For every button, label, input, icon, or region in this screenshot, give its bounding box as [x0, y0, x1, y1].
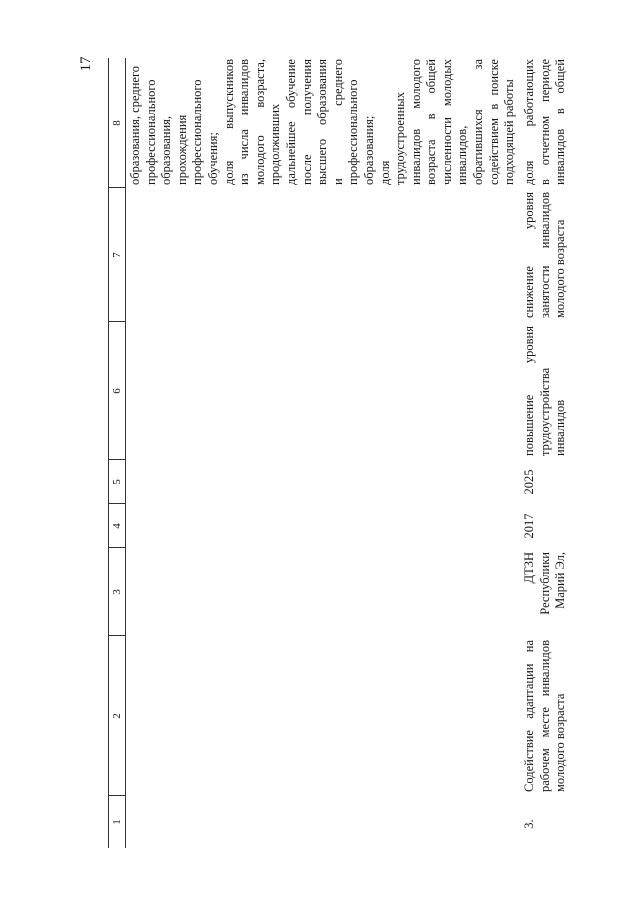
- text-line: численности молодых: [439, 59, 454, 185]
- end-year-cell: [522, 460, 538, 504]
- text-line: образования;: [361, 115, 376, 185]
- column-number: 4: [111, 523, 123, 529]
- text-line: 2025: [522, 469, 536, 495]
- text-line: высшего образования: [315, 59, 330, 185]
- text-line: повышение уровня: [522, 326, 536, 456]
- column-number: 8: [111, 120, 123, 126]
- text-line: молодого возраста,: [252, 59, 267, 185]
- text-line: и среднего: [330, 59, 345, 185]
- text-line: инвалидов в общей: [553, 59, 568, 185]
- text-line: образования, среднего: [128, 65, 142, 185]
- text-line: обучения;: [205, 132, 220, 185]
- executor-cell: [522, 552, 569, 632]
- column-number: 1: [111, 819, 123, 825]
- text-line: инвалидов молодого: [408, 59, 423, 185]
- text-line: профессионального: [346, 79, 361, 185]
- column-number: 7: [111, 252, 123, 258]
- text-line: содействием в поиске: [486, 59, 501, 185]
- text-line: прохождения: [174, 114, 189, 185]
- text-line: продолживших: [268, 103, 283, 185]
- text-line: трудоустройства: [537, 367, 552, 456]
- text-line: ДТЗН: [522, 552, 536, 584]
- text-line: профессионального: [190, 79, 205, 185]
- indicators-cell: [522, 59, 569, 185]
- column-number: 2: [111, 713, 123, 719]
- text-line: занятости инвалидов: [537, 192, 552, 318]
- expected-result-cell: [522, 326, 569, 456]
- text-line: из числа инвалидов: [237, 59, 252, 185]
- text-line: доля выпускников: [221, 59, 236, 185]
- text-line: профессионального: [143, 79, 158, 185]
- text-line: в отчетном периоде: [537, 59, 552, 185]
- measure-cell: [522, 640, 569, 792]
- text-line: доля работающих: [522, 59, 536, 185]
- column-number: 3: [111, 589, 123, 595]
- text-line: дальнейшее обучение: [283, 59, 298, 185]
- rotated-table: [108, 58, 568, 848]
- column-number: 5: [111, 479, 123, 485]
- text-line: инвалидов,: [455, 125, 470, 185]
- text-line: обратившихся за: [471, 59, 486, 185]
- text-line: 2017: [522, 513, 536, 539]
- text-line: Республики: [537, 552, 552, 615]
- text-line: снижение уровня: [522, 192, 536, 318]
- indicators-continuation: [128, 59, 518, 185]
- text-line: возраста в общей: [424, 59, 439, 185]
- text-line: инвалидов: [553, 399, 568, 456]
- text-line: рабочем месте инвалидов: [537, 640, 552, 792]
- consequences-cell: [522, 192, 569, 318]
- text-line: доля: [377, 160, 392, 185]
- text-line: Содействие адаптации на: [522, 640, 536, 792]
- text-line: 3.: [522, 819, 536, 829]
- text-line: Марий Эл,: [553, 552, 568, 609]
- column-number: 6: [111, 388, 123, 394]
- text-line: молодого возраста: [553, 219, 568, 318]
- text-line: подходящей работы: [502, 79, 517, 185]
- text-line: трудоустроенных: [393, 92, 408, 185]
- start-year-cell: [522, 504, 538, 548]
- text-line: молодого возраста: [553, 693, 568, 792]
- text-line: после получения: [299, 59, 314, 185]
- text-line: образования,: [159, 115, 174, 185]
- row-number: [522, 800, 538, 848]
- page-number: 17: [78, 56, 94, 72]
- column-number-row: [108, 58, 126, 848]
